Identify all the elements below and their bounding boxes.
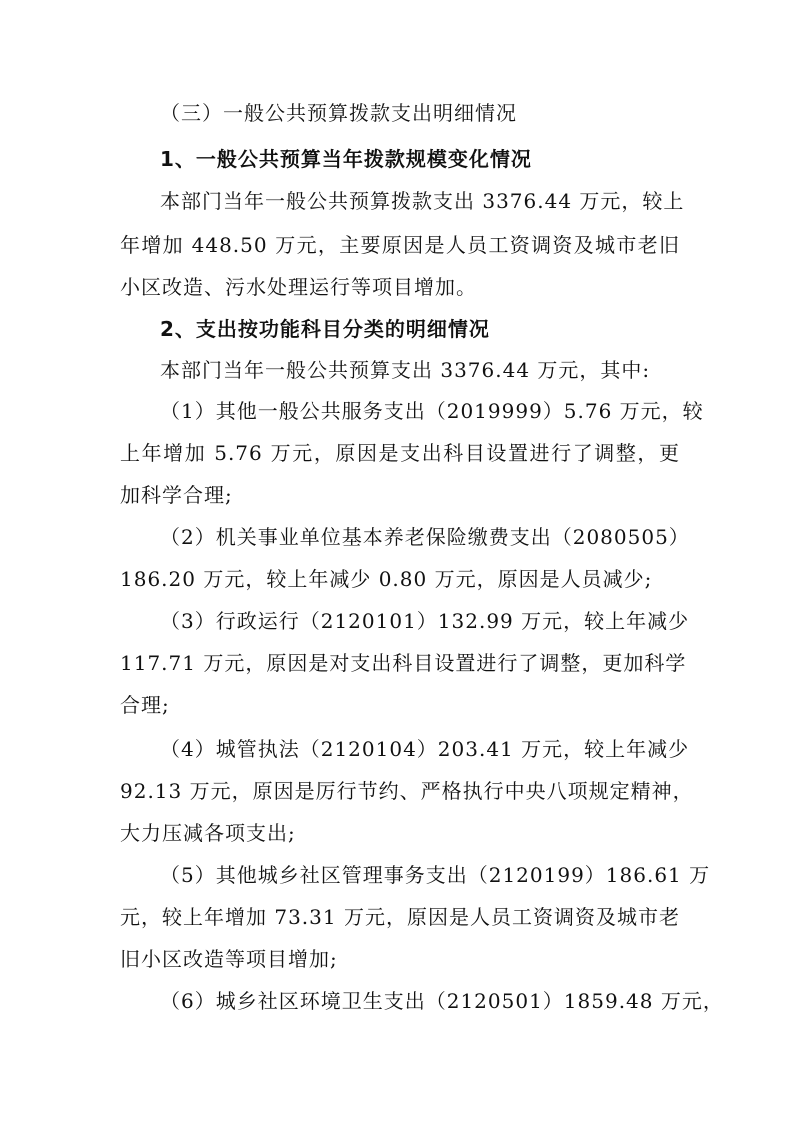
item-2-line-1: （2）机关事业单位基本养老保险缴费支出（2080505）: [160, 525, 690, 549]
item-4-line-2: 92.13 万元，原因是厉行节约、严格执行中央八项规定精神，: [120, 779, 694, 803]
item-3-line-3: 合理;: [120, 693, 170, 717]
para-1-line-2: 年增加 448.50 万元，主要原因是人员工资调资及城市老旧: [120, 233, 680, 257]
item-1-line-1: （1）其他一般公共服务支出（2019999）5.76 万元，较: [160, 399, 704, 423]
item-2-line-2: 186.20 万元，较上年减少 0.80 万元，原因是人员减少;: [120, 567, 653, 591]
item-1-line-2: 上年增加 5.76 万元，原因是支出科目设置进行了调整，更: [120, 441, 680, 465]
item-5-line-3: 旧小区改造等项目增加;: [120, 947, 338, 971]
para-1-line-3: 小区改造、污水处理运行等项目增加。: [120, 275, 477, 299]
heading-1: 1、一般公共预算当年拨款规模变化情况: [160, 147, 532, 171]
para-1-line-1: 本部门当年一般公共预算拨款支出 3376.44 万元，较上: [160, 189, 685, 213]
item-4-line-3: 大力压减各项支出;: [120, 821, 296, 845]
section-heading: （三）一般公共预算拨款支出明细情况: [160, 101, 517, 125]
item-1-line-3: 加科学合理;: [120, 483, 233, 507]
item-6-line-1: （6）城乡社区环境卫生支出（2120501）1859.48 万元，: [160, 989, 724, 1013]
item-5-line-1: （5）其他城乡社区管理事务支出（2120199）186.61 万: [160, 863, 711, 887]
item-4-line-1: （4）城管执法（2120104）203.41 万元，较上年减少: [160, 737, 690, 761]
heading-2: 2、支出按功能科目分类的明细情况: [160, 317, 490, 341]
item-3-line-1: （3）行政运行（2120101）132.99 万元，较上年减少: [160, 609, 690, 633]
para-2: 本部门当年一般公共预算支出 3376.44 万元，其中:: [160, 358, 651, 382]
item-3-line-2: 117.71 万元，原因是对支出科目设置进行了调整，更加科学: [120, 651, 687, 675]
item-5-line-2: 元，较上年增加 73.31 万元，原因是人员工资调资及城市老: [120, 905, 680, 929]
